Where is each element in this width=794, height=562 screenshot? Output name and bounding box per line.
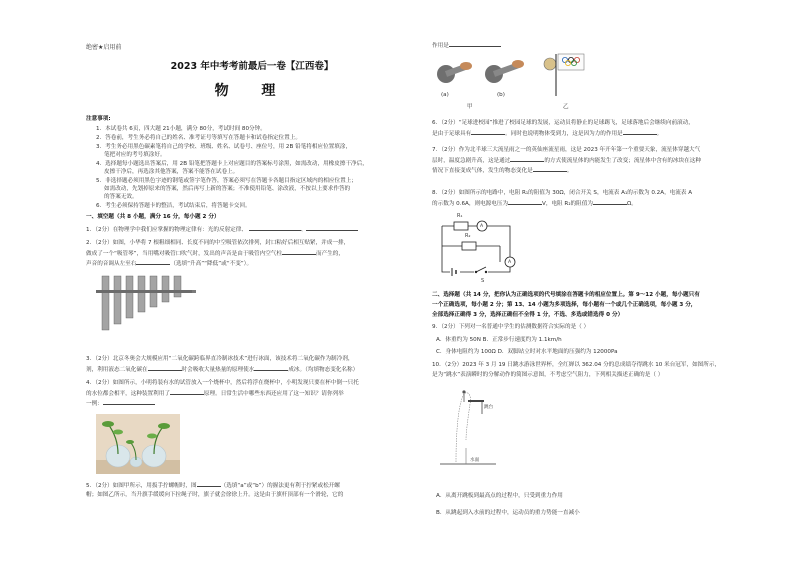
question-8-line2 xyxy=(432,200,637,209)
circuit-diagram xyxy=(436,212,520,284)
question-4-line3 xyxy=(86,400,155,409)
note-item: 1．本试卷共 6页，四大题 21小题，满分 80分，考试时间 80分钟。 xyxy=(96,126,266,132)
q3-text: 成冰。（均填物态变化名称） xyxy=(288,367,359,373)
answer-blank[interactable] xyxy=(449,42,501,47)
note-item: 5．非选择题必须用黑色字迹的钢笔或签字笔作答，答案必须写在答题卡各题目指定区域内的相应位置上； xyxy=(96,178,357,184)
fig-label-b: (b) xyxy=(497,92,505,98)
question-7-line3: 情况下直接变成气体，发生的物态变化是 。 xyxy=(432,168,573,174)
question-10-line1: 10．（2分）2023 年 3 月 19 日跳水游泳世界杯，全红婵以 362.04 分的总成绩夺得跳水 10 米台冠军，如图所示， xyxy=(432,362,721,368)
circuit-label-s: S xyxy=(481,278,485,284)
answer-blank[interactable] xyxy=(103,400,155,405)
note-item: 2．答卷前，考生务必将自己的姓名、准考证号等填写在答题卡和试卷指定位置上。 xyxy=(96,135,301,141)
note-item: 4．选择题每小题选出答案后，用 2B 铅笔把答题卡上对应题目的答案标号涂黑，如需改动，用橡皮擦干净后， xyxy=(96,161,368,167)
fig-label-yi: 乙 xyxy=(563,104,569,110)
q7-text: 的方式使流星体的内能发生了改变；流星体中含有的冰块在这种 xyxy=(544,158,701,164)
fig-label-a: (a) xyxy=(441,92,449,98)
circuit-label-r1: R₁ xyxy=(457,213,463,219)
plant-in-glass-photo xyxy=(96,414,180,474)
section1-heading: 一、填空题（共 8 小题，满分 16 分，每小题 2 分） xyxy=(86,214,220,220)
answer-blank[interactable] xyxy=(197,482,221,487)
question-6-line1: 6．（2分）“足球进校园”推进了校园足球的发展，运动员将静止的足球踢飞，足球落地后会继续向前滚动， xyxy=(432,120,694,126)
q2-text: 而产生的， xyxy=(316,251,344,257)
section2-heading-3: 全部选择正确得 3 分，选择正确但不全得 1 分，不选、多选或错选得 0 分） xyxy=(432,312,624,318)
question-4-line2 xyxy=(86,390,344,399)
answer-blank[interactable] xyxy=(533,167,567,172)
question-7-line1: 7．（2分）作为北半球三大流星雨之一的英仙座流星雨，这是 2023 年开年第一个重要天象，流星体穿越大气 xyxy=(432,147,701,153)
q4-text: 原理。日常生活中哪些东西还应用了这一知识？请你列举 xyxy=(203,391,344,397)
resistor-r2 xyxy=(462,242,476,250)
secret-mark: 绝密★启用前 xyxy=(86,44,122,51)
q7-text: 层时，温度急剧升高，这是通过 xyxy=(432,158,511,164)
question-1: 1．（2分）在物理学中我们应掌握的物理定律有：光的反射定律、 、 xyxy=(86,226,358,235)
note-item: 3．考生务必用黑色碳素笔将自己的学校、班级、姓名、试卷号、座位号，用 2B 铅笔将相应位置填涂， xyxy=(96,144,352,150)
q4-text: 一例： xyxy=(86,401,103,407)
question-6-line2: 是由于足球具有 。同时也说明物体受到力，这是因为力的作用是 。 xyxy=(432,131,663,137)
q5-text: （选填“a”或“b”）的握法更有利于拧紧或松开螺 xyxy=(220,483,340,489)
question-5-line1 xyxy=(86,482,340,491)
q2-text: 声音的音调从左至右 xyxy=(86,261,137,267)
answer-blank[interactable] xyxy=(282,250,316,255)
note-item: 的答案无效。 xyxy=(104,194,138,200)
circuit-label-r2: R₂ xyxy=(465,233,471,239)
q2-text: 做成了一个“吸管琴”，当用嘴对吸管口吹气时，发出的声音是由于吸管内空气柱 xyxy=(86,251,282,257)
q5-text: 5．（2分）如图甲所示，用扳手拧螺帽时，图 xyxy=(86,483,197,489)
answer-blank[interactable] xyxy=(148,366,182,371)
r0-text: 作用是 xyxy=(432,43,449,49)
q6-text: 。同时也说明物体受到力，这是因为力的作用是 xyxy=(505,131,623,137)
circuit-label-a: A xyxy=(508,260,512,265)
answer-blank[interactable] xyxy=(623,130,657,135)
subject-title: 物 理 xyxy=(214,83,290,99)
question-9-option-ab[interactable]: A．体重约为 50N B．正常步行速度约为 1.1km/h xyxy=(436,337,562,343)
question-7-line2 xyxy=(432,157,701,166)
section2-heading-1: 二、选择题（共 14 分，把你认为正确选项的代号填涂在答题卡的相应位置上。第 9～12 小题，每小题只有 xyxy=(432,292,700,298)
diver-diagram xyxy=(432,384,532,474)
q7-text: 情况下直接变成气体，发生的物态变化是 xyxy=(432,168,533,174)
answer-blank[interactable] xyxy=(249,226,301,231)
question-2-line3 xyxy=(86,260,252,269)
circuit-label-a1: A xyxy=(480,224,484,229)
note-item: 6．考生必须保持答题卡的整洁，考试结束后，将答题卡交回。 xyxy=(96,203,251,209)
answer-blank[interactable] xyxy=(593,200,627,205)
answer-blank[interactable] xyxy=(254,366,288,371)
question-2-line2 xyxy=(86,250,344,259)
note-item: 皮擦干净后，再选涂其他答案，答案不能答在试卷上。 xyxy=(104,169,239,175)
question-10-option-b[interactable]: B．从跳起到入水前的过程中，运动员的重力势能一直减小 xyxy=(436,510,580,516)
answer-blank[interactable] xyxy=(508,200,542,205)
question-3-line1: 3．（2分）北京冬奥会大规模应用“二氧化碳跨临界直冷制冰技术”进行冰面，该技术将二氧化碳作为制冷剂， xyxy=(86,356,354,362)
answer-blank[interactable] xyxy=(471,130,505,135)
answer-blank[interactable] xyxy=(170,390,204,395)
flag-pulley-illustration xyxy=(542,50,602,96)
question-5-continued xyxy=(432,42,501,51)
question-9-option-cd[interactable]: C．身体电阻约为 100Ω D．双脚站立时对水平地面的压强约为 12000Pa xyxy=(436,349,618,355)
fig-label-jia: 甲 xyxy=(467,104,473,110)
question-2-line1: 2．（2分）如图，小华将 7 根粗细相同、长度不同的中空吸管依次排列，封口粘好后相互贴紧，并成一排， xyxy=(86,240,350,246)
q3-text: 时会吸收大量热量的原理使水 xyxy=(181,367,255,373)
notes-heading: 注意事项: xyxy=(86,116,111,122)
question-10-option-a[interactable]: A．从离开跳板到最高点的过程中，只受到重力作用 xyxy=(436,493,563,499)
question-8-line1: 8．（2分）如图所示的电路中，电阻 R₁的阻值为 30Ω，闭合开关 S，电流表 A₁的示数为 0.2A，电流表 A xyxy=(432,190,693,196)
exam-title: 2023 年中考考前最后一卷【江西卷】 xyxy=(170,61,334,72)
q8-text: V，电阻 R₂的阻值为 xyxy=(542,201,593,207)
question-5-line2: 帽；如图乙所示，当升旗手缓缓向下拉绳子时，旗子就会徐徐上升。这是由于旗杆顶部有一个滑轮，它的 xyxy=(86,492,344,498)
q1-text: 1．（2分）在物理学中我们应掌握的物理定律有：光的反射定律、 xyxy=(86,227,247,233)
note-item: 笔把对应的考号填涂好。 xyxy=(104,152,166,158)
q8-text: Ω。 xyxy=(626,201,637,207)
q4-text: 的水位都会相平，这种装置利用了 xyxy=(86,391,170,397)
q6-text: 是由于足球具有 xyxy=(432,131,472,137)
note-item: 如需改动，先划掉原来的答案，然后再写上新的答案；不准使用铅笔、涂改液，不按以上要求作答的 xyxy=(104,186,351,192)
pipe-organ-illustration xyxy=(96,272,196,332)
question-9: 9．（2分）下列对一名普通中学生的估测数据符合实际的是（ ） xyxy=(432,324,590,330)
answer-blank[interactable] xyxy=(136,260,170,265)
resistor-r1 xyxy=(454,222,468,230)
question-4-line1: 4．（2分）如图所示，小明将装有水的试管放入一个烧杯中，然后将浮在烧杯中，小明发现只要在杯中倒一只托 xyxy=(86,380,359,386)
section2-heading-2: 一个正确选项，每小题 2 分；第 13、14 小题为多项选择，每小题有一个或几个正确选项，每小题 3 分， xyxy=(432,302,697,308)
answer-blank[interactable] xyxy=(306,226,358,231)
question-10-line2: 是为“跳水”表演瞬时的分解动作的简图示意图，不考虑空气阻力，下列相关描述正确的是（ ） xyxy=(432,372,664,378)
q8-text: 的示数为 0.6A，则电源电压为 xyxy=(432,201,509,207)
diagram-label-water: 水面 xyxy=(470,458,480,463)
q3-text: 剂，利用液态二氧化碳在 xyxy=(86,367,148,373)
diagram-label-platform: 跳台 xyxy=(484,405,494,410)
answer-blank[interactable] xyxy=(510,157,544,162)
question-3-line2 xyxy=(86,366,358,375)
q2-text: （选填“升高”“降低”或“不变”）。 xyxy=(170,261,253,267)
